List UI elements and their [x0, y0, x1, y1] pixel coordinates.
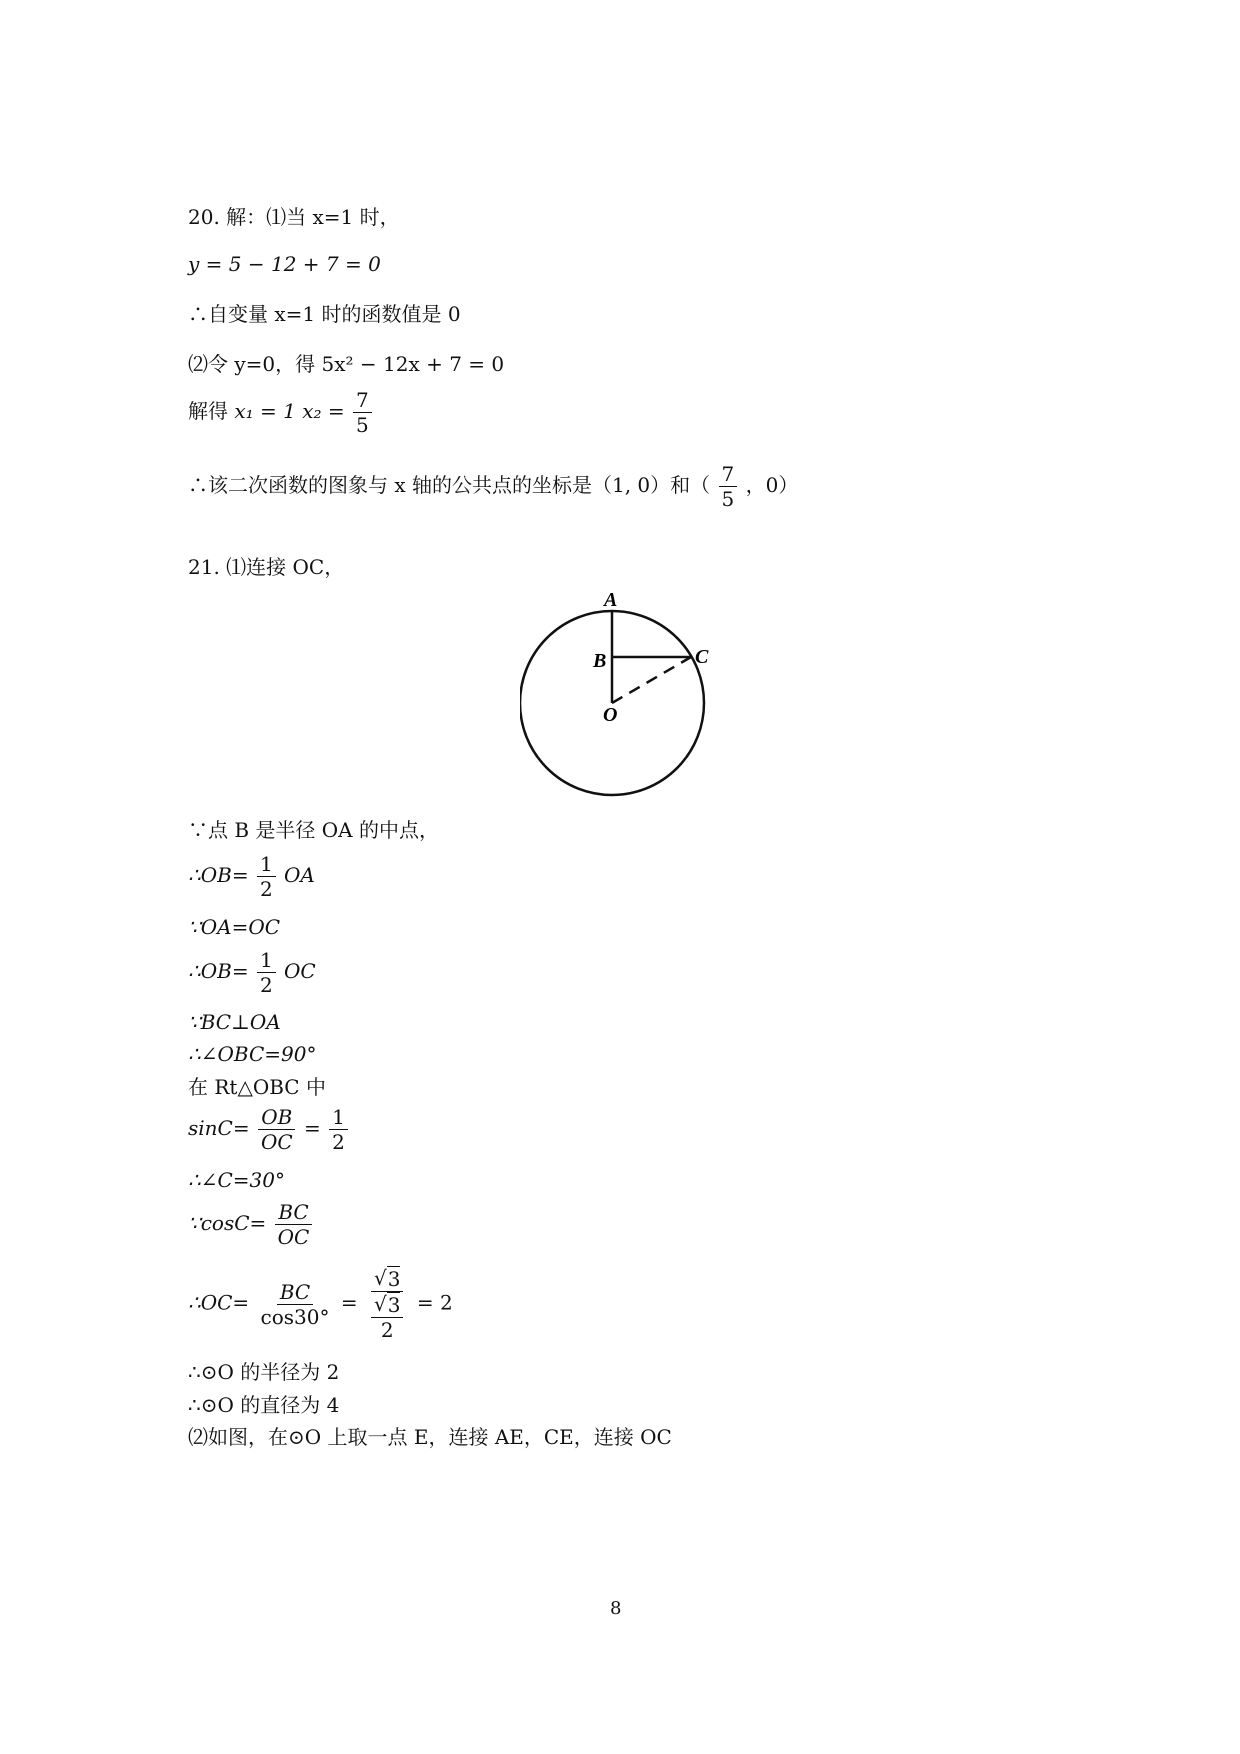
q21-step-4 [188, 948, 316, 997]
radical-sign: √ [374, 1266, 387, 1290]
denominator: 2 [380, 1318, 394, 1342]
q21-step-3: ∵OA=OC [188, 915, 281, 939]
fraction-bc-over-oc [275, 1200, 313, 1249]
denominator [366, 1292, 408, 1342]
radical-sign: √ [374, 1292, 387, 1316]
denominator: cos30° [260, 1304, 330, 1329]
q21-step-2 [188, 852, 315, 901]
q21-step-8 [188, 1105, 350, 1154]
q20-line-5-roots: x₁ = 1 x₂ = [234, 399, 345, 423]
q20-line-4: ⑵令 y=0，得 5x² − 12x + 7 = 0 [188, 352, 505, 376]
q20-line-5 [188, 388, 374, 437]
fraction-one-half [257, 852, 276, 901]
circle-diagram [520, 588, 720, 798]
q20-line-6-suffix: ，0） [745, 473, 799, 497]
q21-step-8-a: sinC= [188, 1116, 250, 1140]
numerator: 1 [329, 1105, 348, 1130]
q21-step-2-b: OA [284, 863, 315, 887]
q20-line-6-prefix: ∴该二次函数的图象与 x 轴的公共点的坐标是（1, 0）和（ [188, 473, 711, 497]
numerator: 1 [257, 948, 276, 973]
sqrt-three [374, 1292, 400, 1317]
denominator: 2 [332, 1130, 345, 1154]
denominator: 2 [259, 973, 273, 997]
segment-oc-dashed [612, 657, 691, 703]
fraction-one-half [329, 1105, 348, 1154]
page-number: 8 [610, 1598, 622, 1619]
fraction-one-half [257, 948, 276, 997]
q21-step-10-a: ∵cosC= [188, 1211, 267, 1235]
equals-sign: = [340, 1290, 358, 1315]
denominator: OC [260, 1130, 293, 1154]
q21-line-1: 21. ⑴连接 OC， [188, 555, 345, 579]
q21-step-9: ∴∠C=30° [188, 1168, 285, 1192]
q21-step-11 [188, 1266, 453, 1342]
numerator: 7 [719, 462, 738, 487]
numerator [371, 1266, 403, 1292]
q21-step-12: ∴⊙O 的半径为 2 [188, 1360, 340, 1384]
fraction-seven-fifths [719, 462, 738, 511]
q21-step-1: ∵点 B 是半径 OA 的中点， [188, 818, 439, 842]
label-c: C [695, 646, 709, 668]
fraction-seven-fifths [353, 388, 372, 437]
numerator: 1 [257, 852, 276, 877]
fraction-sqrt3-over-half-sqrt3 [366, 1266, 408, 1342]
denominator: 2 [259, 877, 273, 901]
denominator: OC [277, 1225, 310, 1249]
radicand: 3 [387, 1293, 401, 1317]
radicand: 3 [387, 1267, 401, 1291]
q20-line-6 [188, 462, 798, 511]
q21-step-4-a: ∴OB= [188, 959, 249, 983]
numerator: OB [258, 1105, 295, 1130]
numerator: 7 [353, 388, 372, 413]
q21-step-4-b: OC [284, 959, 316, 983]
label-a: A [604, 589, 618, 611]
numerator [371, 1292, 403, 1318]
q20-line-1: 20. 解：⑴当 x=1 时， [188, 205, 400, 229]
numerator: BC [277, 1280, 313, 1305]
equals-sign: = [304, 1116, 321, 1140]
denominator: 5 [355, 413, 369, 437]
sqrt-three [374, 1266, 400, 1291]
label-o: O [603, 704, 618, 726]
fraction-sqrt3-over-2 [371, 1292, 403, 1342]
q21-step-7: 在 Rt△OBC 中 [188, 1075, 326, 1099]
q21-step-13: ∴⊙O 的直径为 4 [188, 1393, 340, 1417]
q21-step-5: ∵BC⊥OA [188, 1010, 281, 1034]
numerator: BC [275, 1200, 311, 1225]
q21-step-6: ∴∠OBC=90° [188, 1042, 317, 1066]
q21-step-2-a: ∴OB= [188, 863, 249, 887]
equals-two: = 2 [416, 1290, 453, 1315]
label-b: B [593, 650, 607, 672]
q21-step-14: ⑵如图，在⊙O 上取一点 E，连接 AE，CE，连接 OC [188, 1425, 672, 1449]
q21-step-11-a: ∴OC= [188, 1290, 250, 1315]
q20-line-5-prefix: 解得 [188, 399, 228, 423]
q21-step-10 [188, 1200, 314, 1249]
q20-line-3: ∴自变量 x=1 时的函数值是 0 [188, 302, 461, 326]
q20-line-2: y = 5 − 12 + 7 = 0 [188, 252, 381, 276]
denominator: 5 [721, 487, 735, 511]
fraction-ob-over-oc [258, 1105, 296, 1154]
fraction-bc-over-cos30 [258, 1280, 333, 1329]
